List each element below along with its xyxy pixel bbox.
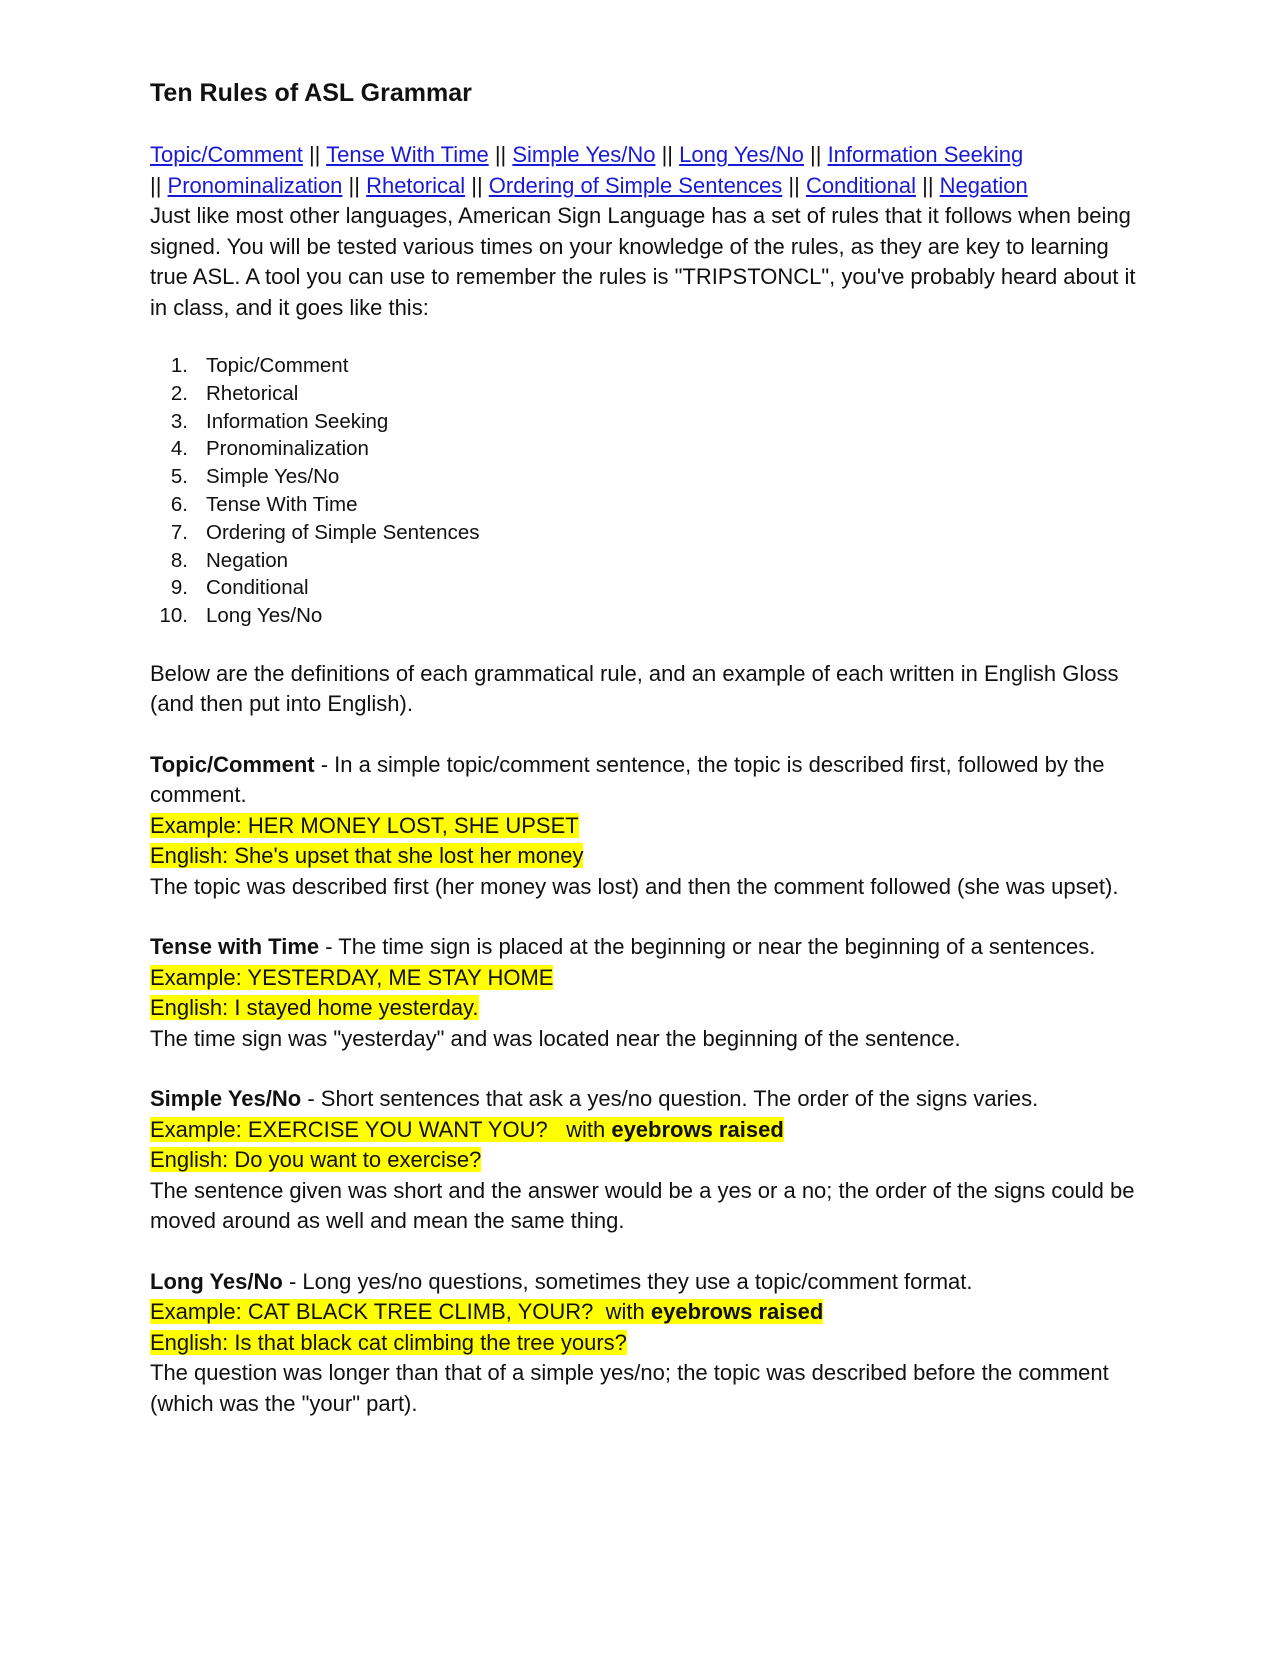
definitions-intro: Below are the definitions of each grammatical rule, and an example of each written in English Gloss (and then put into English). bbox=[150, 660, 1119, 717]
list-label: Conditional bbox=[206, 576, 309, 600]
list-number: 8. bbox=[170, 548, 188, 572]
nav-link-negation[interactable]: Negation bbox=[939, 172, 1028, 198]
section-tense-with-time bbox=[150, 932, 1140, 1054]
section-long-yes-no bbox=[150, 1267, 1140, 1420]
section-heading: Simple Yes/No bbox=[150, 1086, 302, 1112]
section-explanation: The topic was described first (her money was lost) and then the comment followed (she was upset). bbox=[150, 873, 1119, 899]
nav-separator: || bbox=[803, 142, 828, 167]
nav-link-tense-with-time[interactable]: Tense With Time bbox=[326, 142, 489, 167]
list-label: Rhetorical bbox=[206, 381, 299, 405]
intro-paragraph: Just like most other languages, American Sign Language has a set of rules that it follows when being signed. You will be tested various times on your knowledge of the rules, as they are key to learning true ASL. A tool you can use to remember the rules is "TRIPSTONCL", you've probably heard about it in class, and it goes like this: bbox=[150, 203, 1136, 320]
example-gloss-bold: eyebrows raised bbox=[650, 1299, 824, 1325]
nav-link-rhetorical[interactable]: Rhetorical bbox=[366, 172, 466, 198]
list-item bbox=[150, 380, 1140, 408]
list-item bbox=[150, 574, 1140, 602]
example-gloss bbox=[150, 1117, 784, 1142]
section-definition-text: - The time sign is placed at the beginning or near the beginning of a sentences. bbox=[319, 934, 1096, 960]
english-translation: English: Is that black cat climbing the tree yours? bbox=[150, 1329, 627, 1355]
list-number: 6. bbox=[170, 492, 188, 516]
section-explanation: The sentence given was short and the answer would be a yes or a no; the order of the signs could be moved around as well and mean the same thing. bbox=[150, 1177, 1135, 1234]
section-definition-text: - Short sentences that ask a yes/no question. The order of the signs varies. bbox=[301, 1086, 1039, 1112]
example-gloss bbox=[150, 1299, 823, 1324]
list-item bbox=[150, 352, 1140, 380]
list-item bbox=[150, 491, 1140, 519]
nav-link-information-seeking[interactable]: Information Seeking bbox=[827, 142, 1024, 167]
list-number: 2. bbox=[170, 381, 188, 405]
section-definition bbox=[150, 1267, 1140, 1298]
nav-link-long-yes-no[interactable]: Long Yes/No bbox=[679, 142, 804, 167]
section-definition-text: - Long yes/no questions, sometimes they use a topic/comment format. bbox=[282, 1268, 973, 1294]
section-simple-yes-no bbox=[150, 1084, 1140, 1237]
list-number: 3. bbox=[170, 409, 188, 433]
list-label: Negation bbox=[206, 548, 289, 572]
rules-list bbox=[150, 352, 1140, 630]
nav-separator: || bbox=[342, 172, 367, 198]
list-item bbox=[150, 463, 1140, 491]
list-label: Simple Yes/No bbox=[206, 465, 340, 489]
list-number: 5. bbox=[170, 465, 188, 489]
nav-separator: || bbox=[150, 172, 168, 198]
list-number: 10. bbox=[159, 604, 188, 628]
list-number: 7. bbox=[170, 520, 188, 544]
list-number: 1. bbox=[170, 354, 188, 377]
section-definition bbox=[150, 932, 1140, 963]
section-heading: Long Yes/No bbox=[150, 1268, 283, 1294]
list-label: Information Seeking bbox=[206, 409, 389, 433]
example-gloss-text: Example: CAT BLACK TREE CLIMB, YOUR? with bbox=[150, 1299, 651, 1325]
example-gloss: Example: YESTERDAY, ME STAY HOME bbox=[150, 964, 554, 990]
nav-link-pronominalization[interactable]: Pronominalization bbox=[167, 172, 343, 198]
section-topic-comment bbox=[150, 750, 1140, 903]
nav-link-ordering-of-simple-sentences[interactable]: Ordering of Simple Sentences bbox=[488, 172, 783, 198]
list-label: Ordering of Simple Sentences bbox=[206, 520, 480, 544]
list-label: Long Yes/No bbox=[206, 604, 323, 628]
section-heading: Topic/Comment bbox=[150, 751, 315, 777]
section-explanation: The question was longer than that of a simple yes/no; the topic was described before the comment (which was the "your" part). bbox=[150, 1360, 1109, 1416]
section-definition bbox=[150, 1084, 1140, 1115]
section-heading: Tense with Time bbox=[150, 934, 320, 960]
example-gloss-bold: eyebrows raised bbox=[611, 1116, 784, 1142]
nav-separator: || bbox=[465, 172, 489, 198]
list-item bbox=[150, 408, 1140, 436]
nav-link-topic-comment[interactable]: Topic/Comment bbox=[150, 142, 303, 167]
nav-separator: || bbox=[488, 142, 513, 167]
list-number: 4. bbox=[170, 437, 188, 461]
list-item bbox=[150, 435, 1140, 463]
list-item bbox=[150, 602, 1140, 630]
nav-link-simple-yes-no[interactable]: Simple Yes/No bbox=[512, 142, 656, 167]
list-item bbox=[150, 519, 1140, 547]
english-translation: English: She's upset that she lost her money bbox=[150, 843, 584, 869]
example-gloss-text: Example: EXERCISE YOU WANT YOU? with bbox=[150, 1116, 612, 1142]
nav-link-conditional[interactable]: Conditional bbox=[805, 172, 917, 198]
nav-separator: || bbox=[782, 172, 806, 198]
english-translation: English: I stayed home yesterday. bbox=[150, 995, 479, 1021]
section-definition bbox=[150, 750, 1140, 811]
nav-separator: || bbox=[655, 142, 680, 167]
example-gloss: Example: HER MONEY LOST, SHE UPSET bbox=[150, 812, 579, 838]
section-definition-text: - In a simple topic/comment sentence, the topic is described first, followed by the comment. bbox=[150, 751, 1105, 808]
list-label: Topic/Comment bbox=[206, 354, 349, 377]
list-item bbox=[150, 547, 1140, 575]
list-number: 9. bbox=[170, 576, 188, 600]
rules-nav bbox=[150, 140, 1140, 201]
nav-separator: || bbox=[916, 172, 940, 198]
list-label: Pronominalization bbox=[206, 437, 369, 461]
english-translation: English: Do you want to exercise? bbox=[150, 1147, 482, 1173]
page-title: Ten Rules of ASL Grammar bbox=[150, 79, 472, 107]
document-page bbox=[150, 76, 1140, 1419]
list-label: Tense With Time bbox=[206, 492, 358, 516]
section-explanation: The time sign was "yesterday" and was located near the beginning of the sentence. bbox=[150, 1025, 961, 1051]
nav-separator: || bbox=[302, 142, 327, 167]
